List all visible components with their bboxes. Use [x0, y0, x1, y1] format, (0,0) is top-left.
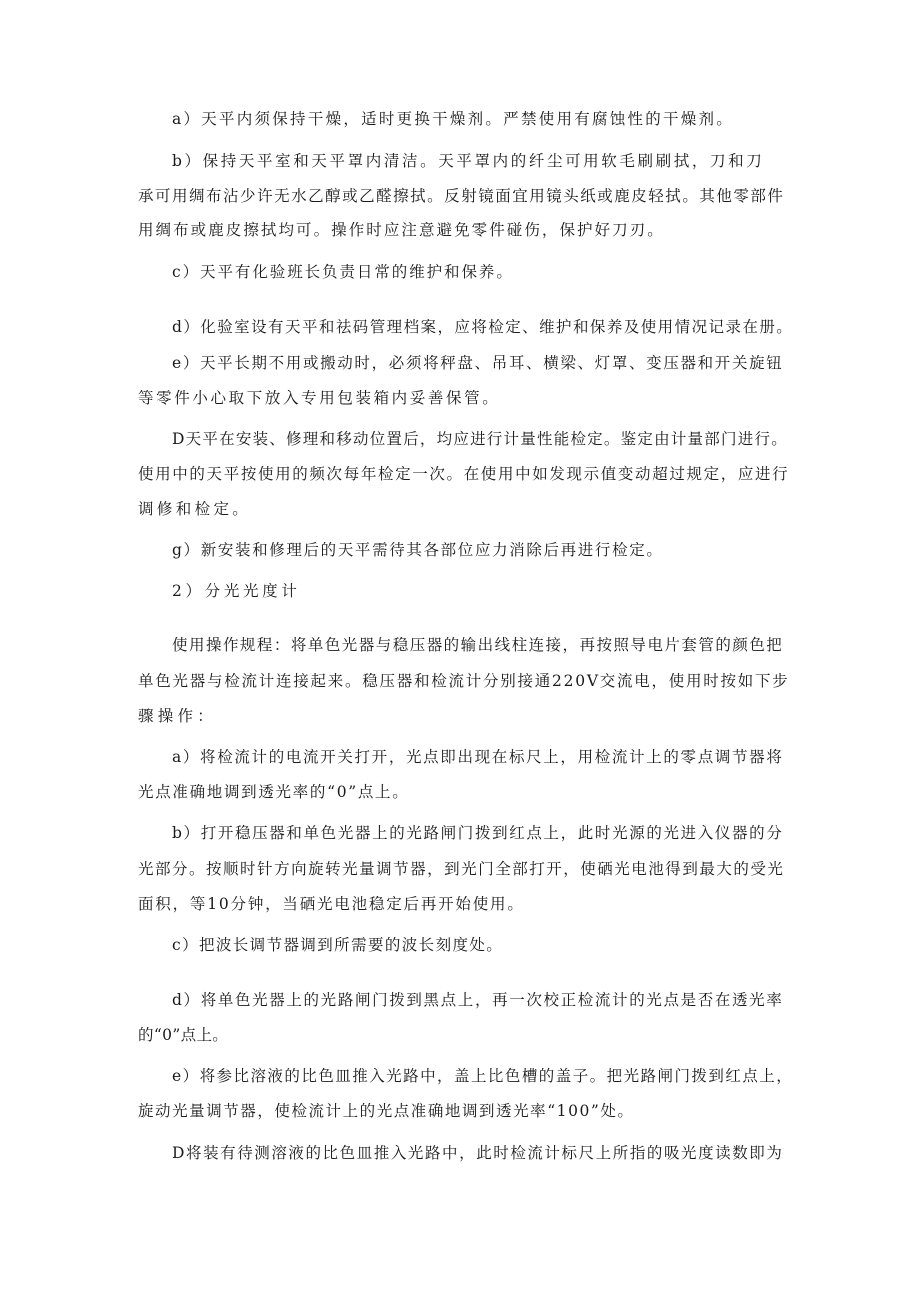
paragraph-line: D将装有待测溶液的比色皿推入光路中，此时检流计标尺上所指的吸光度读数即为: [172, 1144, 784, 1162]
paragraph-line: 承可用绸布沾少许无水乙醇或乙醛擦拭。反射镜面宜用镜头纸或鹿皮轻拭。其他零部件: [138, 187, 785, 205]
paragraph-line: 等零件小心取下放入专用包装箱内妥善保管。: [138, 389, 501, 407]
paragraph-line: 使用操作规程：将单色光器与稳压器的输出线柱连接，再按照导电片套管的颜色把: [172, 636, 784, 654]
paragraph-line: b）打开稳压器和单色光器上的光路闸门拨到红点上，此时光源的光进入仪器的分: [172, 824, 784, 842]
paragraph-line: D天平在安装、修理和移动位置后，均应进行计量性能检定。鉴定由计量部门进行。: [172, 430, 788, 448]
paragraph-line: c）把波长调节器调到所需要的波长刻度处。: [172, 936, 504, 954]
paragraph-line: e）将参比溶液的比色皿推入光路中，盖上比色槽的盖子。把光路闸门拨到红点上，: [172, 1067, 794, 1085]
paragraph-line: b）保持天平室和天平罩内清洁。天平罩内的纤尘可用软毛刷刷拭，刀和刀: [172, 152, 765, 170]
paragraph-line: 单色光器与检流计连接起来。稳压器和检流计分别接通220V交流电，使用时按如下步: [138, 672, 790, 690]
section-heading: 2）分光光度计: [172, 582, 301, 600]
paragraph-line: 光点准确地调到透光率的“0”点上。: [138, 783, 410, 801]
paragraph-line: g）新安装和修理后的天平需待其各部位应力消除后再进行检定。: [172, 541, 664, 559]
paragraph-line: 面积，等10分钟，当硒光电池稳定后再开始使用。: [138, 895, 525, 913]
paragraph-line: 用绸布或鹿皮擦拭均可。操作时应注意避免零件碰伤，保护好刀刃。: [138, 221, 665, 239]
paragraph-line: a）将检流计的电流开关打开，光点即出现在标尺上，用检流计上的零点调节器将: [172, 748, 784, 766]
paragraph-line: 光部分。按顺时针方向旋转光量调节器，到光门全部打开，使硒光电池得到最大的受光: [138, 860, 785, 878]
paragraph-line: 旋动光量调节器，使检流计上的光点准确地调到透光率“100”处。: [138, 1102, 635, 1120]
paragraph-line: a）天平内须保持干燥，适时更换干燥剂。严禁使用有腐蚀性的干燥剂。: [172, 110, 735, 128]
paragraph-line: d）化验室设有天平和祛码管理档案，应将检定、维护和保养及使用情况记录在册。: [172, 318, 794, 336]
paragraph-line: 骤操作：: [138, 707, 218, 725]
paragraph-line: c）天平有化验班长负责日常的维护和保养。: [172, 263, 514, 281]
paragraph-line: 使用中的天平按使用的频次每年检定一次。在使用中如发现示值变动超过规定，应进行: [138, 465, 790, 483]
paragraph-line: 调修和检定。: [138, 500, 252, 518]
paragraph-line: d）将单色光器上的光路闸门拨到黑点上，再一次校正检流计的光点是否在透光率: [172, 991, 784, 1009]
paragraph-line: e）天平长期不用或搬动时，必须将秤盘、吊耳、横梁、灯罩、变压器和开关旋钮: [172, 354, 784, 372]
paragraph-line: 的“0”点上。: [138, 1026, 229, 1044]
